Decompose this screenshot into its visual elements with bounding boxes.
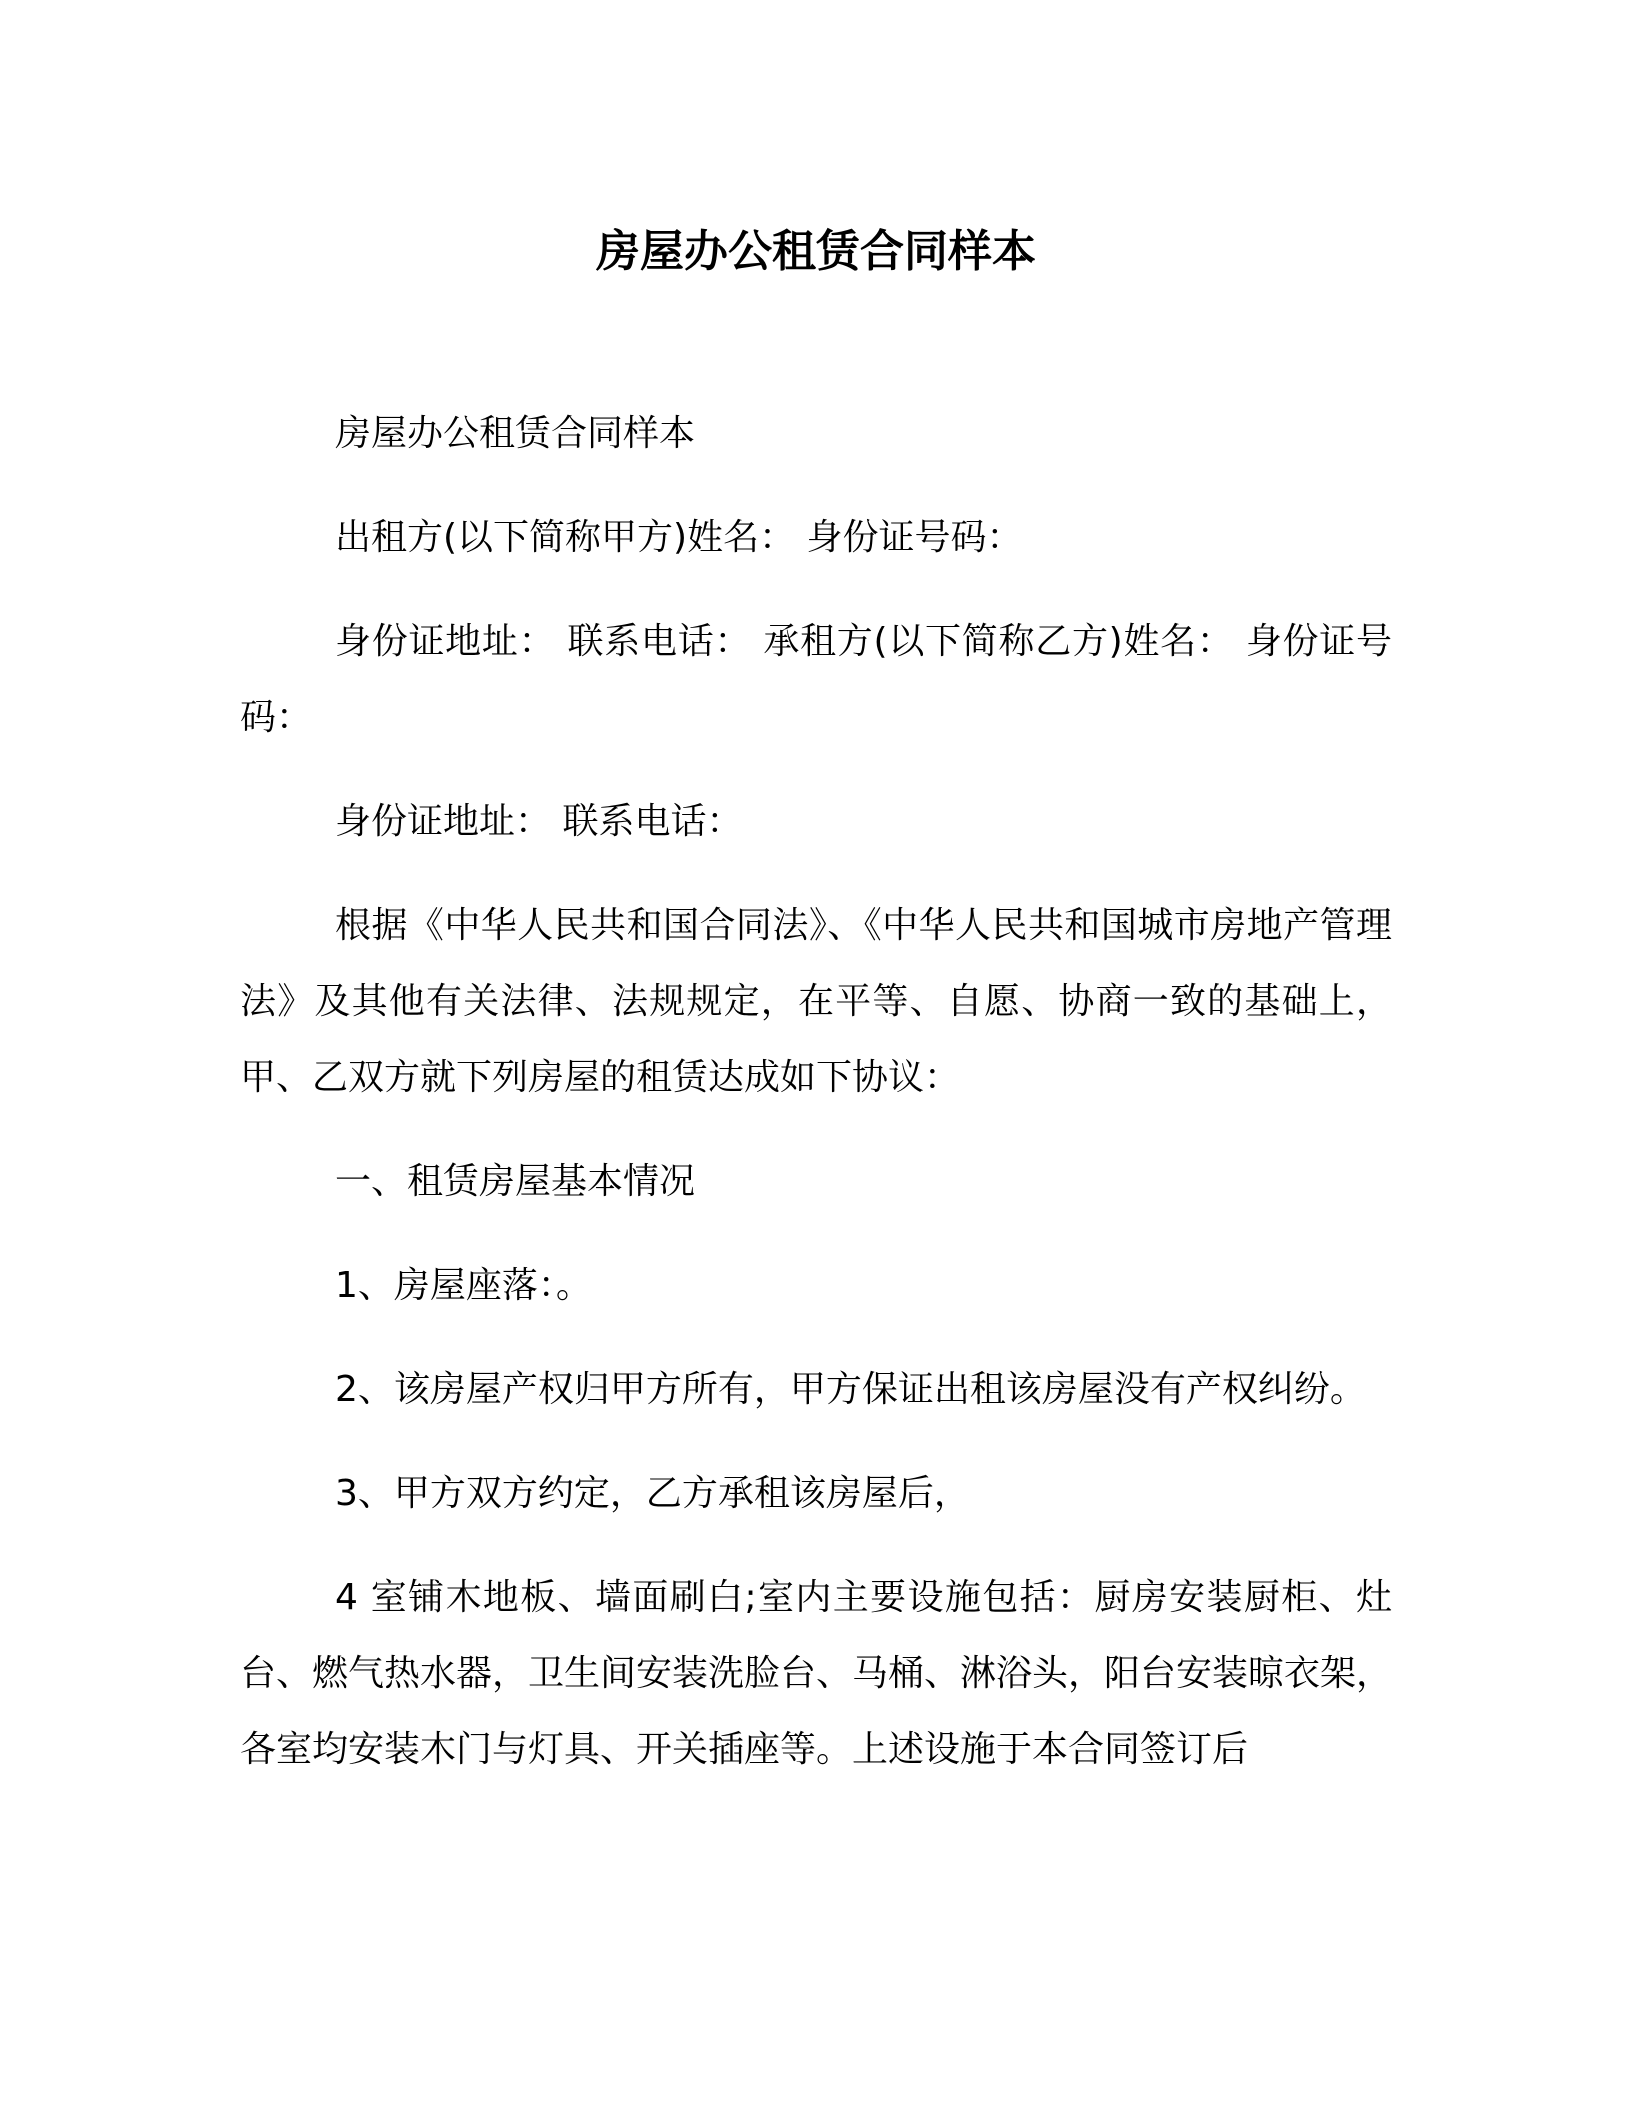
document-body [240, 396, 1392, 1816]
section-heading-basic-info: 一、租赁房屋基本情况 [335, 1161, 696, 1202]
paragraph-legal-basis: 根据《中华人民共和国合同法》、《中华人民共和国城市房地产管理法》及其他有关法律、法规规定，在平等、自愿、协商一致的基础上，甲、乙双方就下列房屋的租赁达成如下协议： [240, 905, 1392, 1098]
document-title: 房屋办公租赁合同样本 [596, 226, 1036, 277]
paragraph-lessee-address: 身份证地址： 联系电话： [335, 801, 743, 842]
clause-4-facilities: 4 室铺木地板、墙面刷白;室内主要设施包括：厨房安装厨柜、灶台、燃气热水器，卫生间安装洗脸台、马桶、淋浴头，阳台安装晾衣架，各室均安装木门与灯具、开关插座等。上述设施于本合同签订后 [240, 1577, 1393, 1770]
clause-1-location: 1、房屋座落：。 [335, 1265, 592, 1306]
paragraph-lessee-info: 身份证地址： 联系电话： 承租方(以下简称乙方)姓名： 身份证号码： [240, 621, 1392, 738]
paragraph-lessor-info: 出租方(以下简称甲方)姓名： 身份证号码： [335, 517, 1023, 558]
clause-2-ownership: 2、该房屋产权归甲方所有，甲方保证出租该房屋没有产权纠纷。 [335, 1369, 1366, 1410]
clause-3-agreement: 3、甲方双方约定，乙方承租该房屋后， [335, 1473, 970, 1514]
paragraph-subtitle: 房屋办公租赁合同样本 [335, 413, 696, 454]
